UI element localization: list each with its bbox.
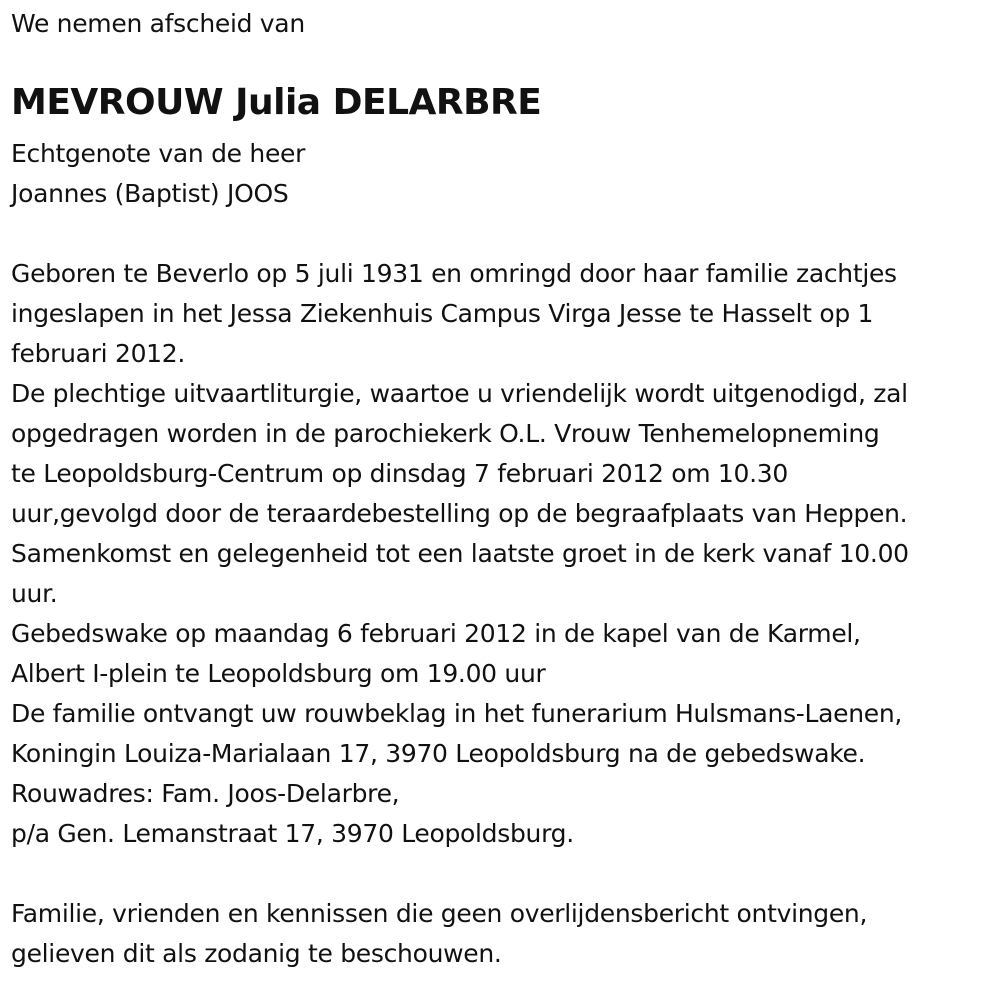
body-line: ingeslapen in het Jessa Ziekenhuis Campus Virga Jesse te Hasselt op 1 [11, 299, 874, 328]
spouse-block [11, 134, 305, 214]
body-line: uur. [11, 579, 58, 608]
body-line: De plechtige uitvaartliturgie, waartoe u vriendelijk wordt uitgenodigd, zal [11, 379, 908, 408]
body-line: opgedragen worden in de parochiekerk O.L. Vrouw Tenhemelopneming [11, 419, 880, 448]
closing-line: Familie, vrienden en kennissen die geen overlijdensbericht ontvingen, [11, 899, 868, 928]
body-line: uur,gevolgd door de teraardebestelling op de begraafplaats van Heppen. [11, 499, 908, 528]
closing-line: gelieven dit als zodanig te beschouwen. [11, 939, 502, 968]
body-line: De familie ontvangt uw rouwbeklag in het funerarium Hulsmans-Laenen, [11, 699, 903, 728]
body-line: p/a Gen. Lemanstraat 17, 3970 Leopoldsburg. [11, 819, 574, 848]
body-line: Gebedswake op maandag 6 februari 2012 in de kapel van de Karmel, [11, 619, 861, 648]
body-line: Koningin Louiza-Marialaan 17, 3970 Leopoldsburg na de gebedswake. [11, 739, 866, 768]
spouse-line: Joannes (Baptist) JOOS [11, 179, 289, 208]
body-line: te Leopoldsburg-Centrum op dinsdag 7 februari 2012 om 10.30 [11, 459, 789, 488]
body-line: Rouwadres: Fam. Joos-Delarbre, [11, 779, 400, 808]
closing-block [11, 894, 867, 974]
notice-body [11, 254, 909, 854]
spouse-line: Echtgenote van de heer [11, 139, 306, 168]
body-line: Geboren te Beverlo op 5 juli 1931 en omringd door haar familie zachtjes [11, 259, 897, 288]
deceased-name: MEVROUW Julia DELARBRE [11, 82, 542, 123]
body-line: februari 2012. [11, 339, 186, 368]
body-line: Samenkomst en gelegenheid tot een laatste groet in de kerk vanaf 10.00 [11, 539, 909, 568]
body-line: Albert I-plein te Leopoldsburg om 19.00 uur [11, 659, 546, 688]
intro-text: We nemen afscheid van [11, 9, 305, 38]
